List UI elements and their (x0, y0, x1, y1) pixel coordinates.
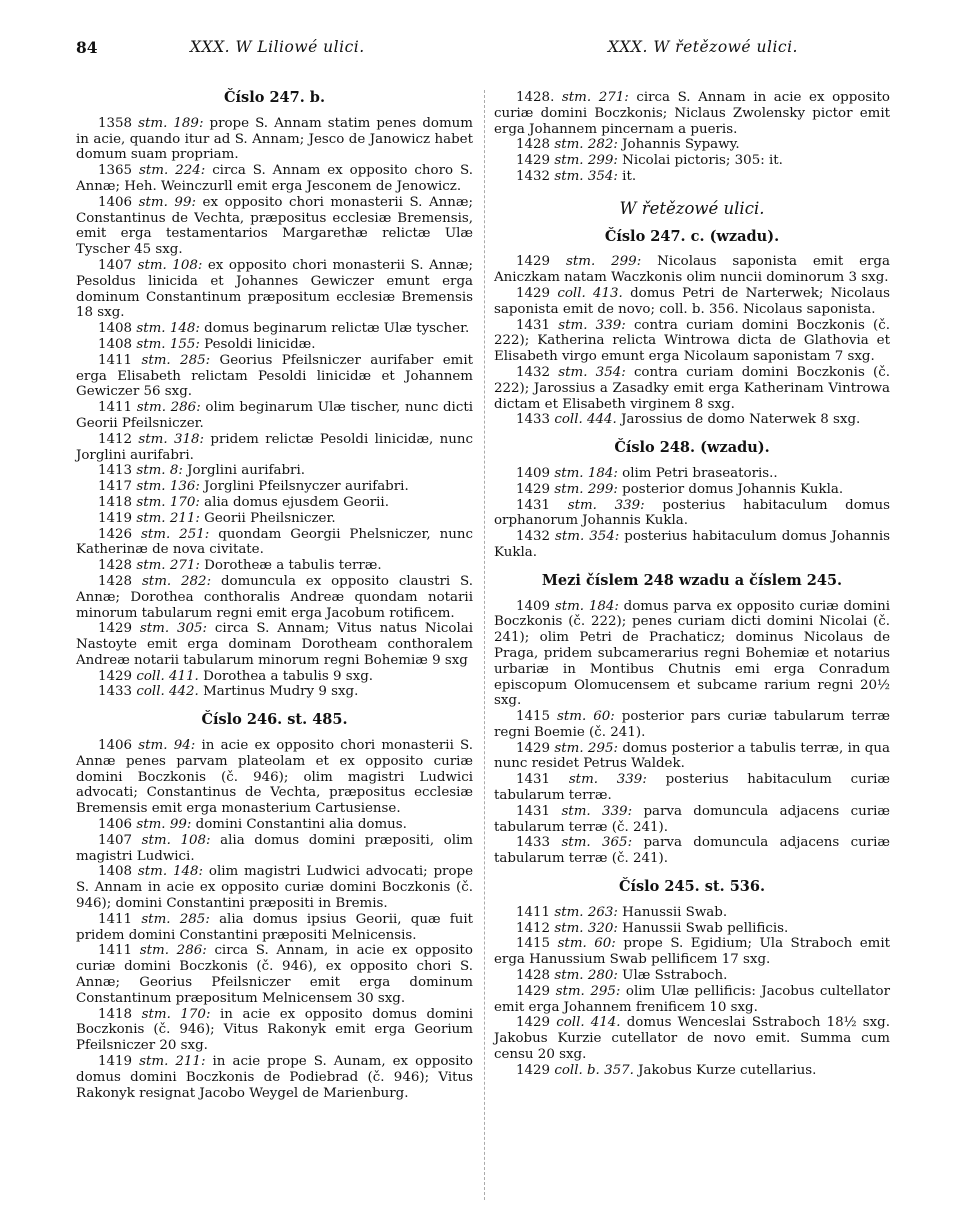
entry-year: 1428 (516, 968, 551, 984)
entry (494, 968, 890, 984)
entry-source: stm. (141, 832, 171, 848)
entry-ref: 271: (598, 90, 629, 105)
entry-source: stm. (139, 943, 169, 959)
entry-year: 1429 (516, 1062, 551, 1078)
entry-ref: 354: (595, 364, 626, 380)
entry-source: coll. (136, 668, 165, 684)
entry-source: stm. (567, 497, 597, 513)
entry-text: domus Petri de Narterwek; Nicolaus saponista emit de novo; coll. b. 356. Nicolaus saponista. (494, 285, 890, 317)
entry-source: stm. (136, 510, 166, 526)
entry-text: contra curiam domini Boczkonis (č. 222); Jarossius a Zasadky emit erga Katherinam Vintrowa dictam et Elisabeth virginem 8 sxg. (494, 364, 890, 412)
entry (494, 90, 890, 137)
entry-source: stm. (561, 803, 591, 819)
entry-year: 1431 (516, 772, 551, 788)
entry-text: Pesoldi linicidæ. (204, 336, 316, 352)
entry-ref: 299: (587, 153, 618, 169)
entry-text: Nicolaus saponista emit erga Aniczkam natam Waczkonis olim nuncii dominorum 3 sxg. (494, 254, 890, 286)
entry-year: 1429 (98, 668, 133, 684)
entry-text: Jakobus Kurze cutellarius. (638, 1062, 817, 1078)
entry-source: stm. (136, 494, 166, 510)
entry-text: olim magistri Ludwici advocati; prope S. Annam in acie ex opposito curiæ domini Boczkonis (č. 946); domini Constantini præpositi in Bremis. (76, 864, 474, 912)
entry (494, 1063, 890, 1079)
entry-ref: 339: (616, 772, 647, 788)
entry (494, 905, 890, 921)
entry-text: Hanussii Swab pellificis. (622, 920, 789, 936)
entry-year: 1415 (516, 936, 551, 952)
entry (494, 709, 890, 741)
left-running-title: XXX. W Liliowé ulici. (190, 38, 365, 56)
entry-year: 1419 (98, 1054, 133, 1070)
entry-year: 1432 (516, 364, 551, 380)
entry-year: 1429 (516, 481, 551, 497)
page-number: 84 (76, 38, 98, 57)
entry-source: stm. (136, 558, 166, 574)
entry-source: stm. (555, 983, 585, 999)
entry-ref: 285: (179, 911, 210, 927)
entry-ref: 286: (176, 943, 207, 959)
entry (76, 163, 473, 195)
entry-source: stm. (554, 465, 584, 481)
entry-ref: 8: (169, 463, 183, 479)
entry-source: coll. (136, 684, 165, 700)
running-head (76, 38, 894, 62)
heading-text: Číslo 247. c. (wzadu). (604, 227, 780, 245)
entry-year: 1406 (98, 194, 133, 210)
entry-text: domus parva ex opposito curiæ domini Boczkonis (č. 222); penes curiam dicti domini Nicolai (č. 241); olim Petri de Prachaticz; dominus Nicolaus de Praga, pridem subcamerarius regni Bohemiæ et notarius urbariæ in Montibus Chutnis emi erga Conradum episcopum Olomucensem et subcame rarium regni 20½ sxg. (494, 598, 891, 709)
entry-ref: 354: (589, 529, 620, 545)
entry-year: 1408 (98, 864, 133, 880)
entry-year: 1412 (98, 431, 133, 447)
entry-text: circa S. Annam ex opposito choro S. Annæ; Heh. Weinczurll emit erga Jesconem de Jenowicz. (76, 163, 473, 194)
entry-ref: 411. (169, 668, 199, 684)
entry-ref: 94: (173, 738, 196, 754)
entry-ref: 339: (614, 497, 645, 513)
entry-source: stm. (139, 163, 169, 179)
right-column (494, 90, 890, 1079)
entry (76, 495, 473, 511)
entry-text: posterior pars curiæ tabularum terræ regni Boemie (č. 241). (494, 709, 891, 740)
entry-source: stm. (554, 598, 585, 614)
entry-ref: 263: (587, 904, 618, 920)
entry-year: 1415 (516, 709, 551, 725)
entry (76, 621, 473, 668)
entry (494, 169, 890, 185)
entry-ref: 365: (602, 835, 633, 851)
entry-ref: 320: (587, 920, 618, 936)
entry (76, 1007, 473, 1054)
entry-source: stm. (554, 137, 584, 153)
entry (494, 529, 890, 561)
entry-source: stm. (141, 526, 171, 542)
entry-ref: 211: (175, 1054, 206, 1070)
entry-ref: 413. (593, 285, 623, 301)
entry-source: stm. (554, 968, 584, 984)
entry-text: contra curiam domini Boczkonis (č. 222); Katherina relicta Wintrowa dicta de Glathovia et Elisabeth virgo emunt erga Nicolaum saponistam 7 sxg. (494, 317, 890, 365)
entry-year: 1407 (98, 257, 133, 273)
heading-text: Číslo 247. b. (224, 89, 325, 106)
entry-ref: 442. (169, 684, 199, 700)
entry-ref: 99: (174, 194, 196, 210)
entry (76, 1054, 473, 1101)
entry-text: Jorglini Pfeilsnyczer aurifabri. (204, 479, 409, 495)
entry (76, 574, 473, 621)
entry-year: 1429 (516, 285, 551, 301)
section-heading (494, 229, 890, 246)
entry (494, 984, 890, 1016)
entry-ref: 184: (587, 465, 618, 481)
entry-year: 1408 (98, 321, 133, 337)
entry-text: Johannis Sypawy. (622, 137, 740, 153)
entry-text: posterius habitaculum domus orphanorum Johannis Kukla. (494, 497, 891, 529)
entry-source: stm. (566, 254, 596, 270)
entry-ref: 444. (587, 412, 617, 428)
entry-source: stm. (554, 153, 584, 169)
entry-source: stm. (136, 463, 166, 479)
entry-text: domuncula ex opposito claustri S. Annæ; Dorothea conthoralis Andreæ quondam notarii minorum tabularum regni emit erga Jacobum rotificem. (76, 573, 473, 621)
entry-ref: 108: (172, 257, 203, 273)
entry-year: 1411 (98, 911, 133, 927)
entry-year: 1429 (516, 740, 551, 756)
entry-text: alia domus domini præpositi, olim magistri Ludwici. (76, 832, 473, 864)
entry-text: in acie ex opposito chori monasterii S. Annæ penes parvam plateolam et ex opposito curiæ domini Boczkonis (č. 946); olim magistri Ludwici advocati; Constantinus de Vechta, præpositus ecclesiæ Bremensis emit erga monasterium Cartusiense. (76, 738, 474, 817)
entry-year: 1433 (516, 412, 551, 428)
entry (76, 738, 473, 817)
entry-source: stm. (141, 573, 172, 589)
entry (494, 137, 890, 153)
entry-text: circa S. Annam; Vitus natus Nicolai Nastoyte emit erga dominam Dorotheam conthoralem Andreæ notarii tabularum minorum regni Bohemiæ 9 sxg (76, 621, 473, 668)
entry-source: stm. (554, 920, 584, 936)
entry-source: stm. (554, 904, 584, 920)
entry-year: 1409 (516, 598, 551, 614)
entry-source: stm. (557, 709, 587, 725)
entry-ref: 184: (588, 598, 619, 614)
entry-text: parva domuncula adjacens curiæ tabularum terræ (č. 241). (494, 835, 890, 867)
entry-text: Jarossius de domo Naterwek 8 sxg. (621, 412, 861, 428)
entry (494, 412, 890, 428)
entry-year: 1365 (98, 163, 133, 179)
entry (76, 511, 473, 527)
entry-source: stm. (138, 194, 168, 210)
entry-year: 1406 (98, 817, 133, 833)
entry-text: Georii Pheilsniczer. (204, 510, 336, 526)
entry-text: Dorotheæ a tabulis terræ. (204, 558, 382, 574)
entry-ref: 251: (179, 526, 210, 542)
entry-source: coll. (557, 285, 586, 301)
entry-source: stm. (554, 481, 584, 497)
entry-text: ex opposito chori monasterii S. Annæ; Pesoldus linicida et Johannes Gewiczer emunt erga dominum Constantinum præpositum ecclesiæ Bremensis 18 sxg. (76, 257, 473, 321)
entry-ref: 318: (173, 431, 205, 447)
entry (76, 258, 473, 321)
heading-text: Číslo 245. st. 536. (618, 878, 766, 896)
entry-ref: 305: (176, 621, 208, 637)
entry (494, 153, 890, 169)
entry-source: stm. (141, 911, 171, 927)
entry (76, 527, 473, 559)
entry-year: 1429 (516, 153, 551, 169)
entry-year: 1418 (98, 494, 133, 510)
entry-source: stm. (137, 864, 168, 880)
entry-year: 1429 (516, 254, 551, 270)
entry (494, 599, 890, 710)
entry-ref: 295: (587, 740, 618, 756)
entry-ref: 339: (595, 317, 626, 333)
heading-text: W řetězowé ulici. (619, 198, 765, 218)
entry-ref: 136: (169, 479, 200, 495)
entry-ref: 99: (169, 817, 192, 833)
entry-source: stm. (137, 257, 167, 273)
entry-ref: 211: (169, 510, 200, 526)
entry-source: stm. (136, 817, 166, 833)
street-heading (494, 198, 890, 218)
right-running-title: XXX. W řetězowé ulici. (607, 38, 798, 56)
entry-text: prope S. Egidium; Ula Straboch emit erga Hanussium Swab pellificem 17 sxg. (494, 936, 891, 968)
entry-ref: 299: (611, 254, 642, 270)
entry-source: stm. (558, 364, 588, 380)
entry-ref: 60: (594, 936, 616, 952)
entry (76, 669, 473, 685)
entry-text: domus posterior a tabulis terræ, in qua nunc residet Petrus Waldek. (494, 740, 890, 772)
section-heading (76, 712, 473, 729)
section-heading (494, 573, 890, 590)
entry-ref: 108: (180, 832, 211, 848)
left-column (76, 90, 473, 1101)
entry-year: 1417 (98, 479, 133, 495)
entry-year: 1429 (516, 983, 551, 999)
entry-source: stm. (561, 835, 591, 851)
entry-source: stm. (554, 168, 584, 184)
entry-ref: 224: (175, 163, 206, 179)
entry-year: 1431 (516, 497, 551, 513)
entry-text: parva domuncula adjacens curiæ tabularum terræ (č. 241). (494, 803, 890, 835)
entry (76, 400, 473, 432)
entry-year: 1411 (98, 352, 133, 368)
entry-year: 1411 (98, 943, 133, 959)
entry-text: Jorglini aurifabri. (187, 463, 305, 479)
entry-source: stm. (138, 738, 168, 754)
entry-ref: 339: (602, 803, 633, 819)
entry-ref: 295: (590, 983, 621, 999)
entry-year: 1433 (98, 684, 133, 700)
entry-text: olim Petri braseatoris.. (622, 465, 778, 481)
entry-year: 1429 (98, 621, 133, 637)
entry-year: 1426 (98, 526, 133, 542)
entry (494, 482, 890, 498)
entry-ref: 285: (180, 352, 211, 368)
entry (76, 463, 473, 479)
entry-source: stm. (136, 400, 166, 416)
entry-ref: 155: (169, 336, 200, 352)
entry-year: 1358 (98, 115, 133, 131)
entry (76, 833, 473, 865)
entry (76, 195, 473, 258)
entry-source: stm. (557, 936, 587, 952)
entry-year: 1419 (98, 510, 133, 526)
entry (76, 943, 473, 1006)
entry-ref: 148: (169, 321, 200, 337)
entry-year: 1411 (98, 400, 133, 416)
heading-text: Číslo 248. (wzadu). (614, 439, 770, 457)
entry-ref: 280: (587, 968, 618, 984)
section-heading (76, 90, 473, 107)
entry (76, 817, 473, 833)
entry (494, 921, 890, 937)
entry-source: stm. (568, 772, 599, 788)
entry-year: 1432 (516, 529, 551, 545)
entry-year: 1433 (516, 835, 551, 851)
entry-text: pridem relictæ Pesoldi linicidæ, nunc Jorglini aurifabri. (76, 431, 473, 463)
entry-year: 1431 (516, 317, 551, 333)
entry-text: Dorothea a tabulis 9 sxg. (203, 668, 374, 684)
entry-text: domus beginarum relictæ Ulæ tyscher. (204, 321, 470, 337)
entry-text: olim Ulæ pellificis: Jacobus cultellator emit erga Johannem frenificem 10 sxg. (494, 983, 890, 1015)
entry-text: posterius habitaculum domus Johannis Kukla. (494, 529, 890, 560)
entry (494, 498, 890, 530)
entry-year: 1428 (98, 558, 133, 574)
entry (76, 116, 473, 163)
entry-text: domus Wenceslai Sstraboch 18½ sxg. Jakobus Kurzie cutellator de novo emit. Summa cum censu 20 sxg. (494, 1015, 890, 1063)
heading-text: Mezi číslem 248 wzadu a číslem 245. (541, 571, 843, 589)
entry-text: Georius Pfeilsniczer aurifaber emit erga Elisabeth relictam Pesoldi linicidæ et Johannem Gewiczer 56 sxg. (76, 352, 473, 400)
entry-text: Martinus Mudry 9 sxg. (203, 684, 359, 700)
entry-ref: 357. (604, 1062, 634, 1078)
entry-year: 1408 (98, 336, 133, 352)
entry-text: alia domus ipsius Georii, quæ fuit pridem domini Constantini præpositi Melnicensis. (76, 911, 473, 943)
entry-ref: 299: (587, 481, 618, 497)
entry-source: stm. (555, 529, 585, 545)
entry-text: Hanussii Swab. (622, 904, 728, 920)
entry (76, 337, 473, 353)
entry (76, 558, 473, 574)
entry-year: 1432 (516, 168, 551, 184)
entry-ref: 414. (590, 1015, 621, 1031)
column-divider (484, 90, 485, 1200)
entry (494, 772, 890, 804)
entry-source: stm. (138, 115, 168, 131)
entry-source: stm. (136, 479, 166, 495)
section-heading (494, 440, 890, 457)
entry-source: stm. (136, 321, 166, 337)
entry-year: 1409 (516, 465, 551, 481)
entry-text: olim beginarum Ulæ tischer, nunc dicti Georii Pfeilsniczer. (76, 400, 474, 431)
entry-source: stm. (561, 90, 592, 105)
entry-year: 1413 (98, 463, 133, 479)
entry (76, 864, 473, 911)
entry-year: 1428 (516, 137, 551, 153)
entry-ref: 60: (593, 709, 615, 725)
entry (76, 684, 473, 700)
entry (494, 318, 890, 365)
entry-text: prope S. Annam statim penes domum in acie, quando itur ad S. Annam; Jesco de Janowicz habet domum suam propriam. (76, 115, 473, 163)
entry-ref: 170: (180, 1006, 211, 1022)
section-heading (494, 879, 890, 896)
entry (76, 353, 473, 400)
entry-ref: 170: (169, 494, 200, 510)
entry-ref: 148: (172, 864, 204, 880)
entry-year: 1406 (98, 738, 133, 754)
entry-text: Nicolai pictoris; 305: it. (622, 153, 783, 169)
entry-source: stm. (554, 740, 584, 756)
entry-text: in acie ex opposito domus domini Boczkonis (č. 946); Vitus Rakonyk emit erga Georium Pfeilsniczer 20 sxg. (76, 1006, 473, 1054)
entry (76, 432, 473, 464)
entry-text: circa S. Annam in acie ex opposito curiæ domini Boczkonis; Niclaus Zwolensky pictor emit erga Johannem pincernam a pueris. (494, 90, 890, 137)
entry (494, 741, 890, 773)
entry (494, 936, 890, 968)
entry-source: stm. (141, 1006, 171, 1022)
entry-text: Ulæ Sstraboch. (622, 968, 728, 984)
entry (494, 254, 890, 286)
entry-text: quondam Georgii Phelsniczer, nunc Katherinæ de nova civitate. (76, 526, 473, 558)
entry-source: stm. (136, 336, 166, 352)
entry-text: alia domus ejusdem Georii. (204, 494, 389, 510)
entry-source: stm. (138, 431, 168, 447)
entry (494, 466, 890, 482)
entry-source: coll. (556, 1015, 585, 1031)
entry-text: ex opposito chori monasterii S. Annæ; Constantinus de Vechta, præpositus ecclesiæ Bremensis, emit erga testamentarios Margarethæ relictæ Ulæ Tyscher 45 sxg. (76, 194, 473, 258)
entry (494, 286, 890, 318)
entry-ref: 354: (587, 168, 618, 184)
entry-text: domini Constantini alia domus. (195, 817, 407, 833)
entry (76, 479, 473, 495)
entry-source: coll. (554, 412, 583, 428)
entry-source: stm. (141, 352, 171, 368)
entry (494, 804, 890, 836)
entry (76, 912, 473, 944)
entry-ref: 282: (181, 573, 212, 589)
entry-text: posterius habitaculum curiæ tabularum terræ. (494, 772, 890, 804)
entry-ref: 286: (170, 400, 201, 416)
entry-ref: 282: (587, 137, 618, 153)
entry-year: 1428 (98, 573, 133, 589)
entry-year: 1429 (516, 1015, 551, 1031)
heading-text: Číslo 246. st. 485. (201, 711, 348, 729)
entry-text: posterior domus Johannis Kukla. (622, 481, 844, 497)
entry-ref: 189: (173, 115, 204, 131)
entry-ref: 271: (169, 558, 200, 574)
entry-year: 1411 (516, 904, 551, 920)
entry (494, 1015, 890, 1062)
entry-year: 1407 (98, 832, 133, 848)
entry-text: in acie prope S. Aunam, ex opposito domus domini Boczkonis de Podiebrad (č. 946); Vitus Rakonyk resignat Jacobo Weygel de Marienburg. (76, 1054, 473, 1101)
entry (494, 835, 890, 867)
entry-year: 1431 (516, 803, 551, 819)
entry-source: stm. (139, 1054, 169, 1070)
entry-source: stm. (558, 317, 588, 333)
entry-source: coll. b. (554, 1062, 600, 1078)
entry (76, 321, 473, 337)
entry-text: circa S. Annam, in acie ex opposito curiæ domini Boczkonis (č. 946), ex opposito chori S. Annæ; Georius Pfeilsniczer emit erga dominum Constantinum præpositum Melnicensem 30 sxg. (76, 943, 473, 1006)
entry (494, 365, 890, 412)
entry-source: stm. (139, 621, 170, 637)
entry-text: it. (622, 168, 637, 184)
entry-year: 1418 (98, 1006, 133, 1022)
entry-year: 1428. (516, 90, 555, 105)
entry-year: 1412 (516, 920, 551, 936)
